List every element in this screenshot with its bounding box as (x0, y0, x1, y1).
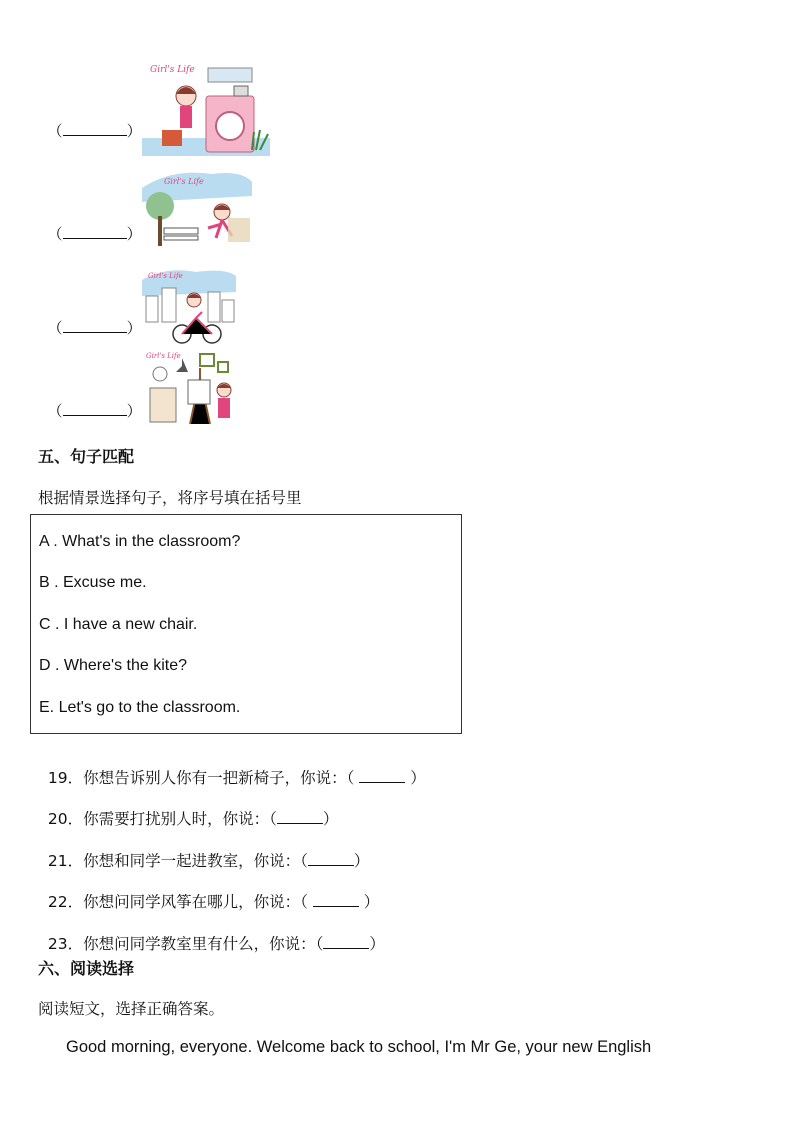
options-box (30, 514, 462, 734)
answer-blank-23[interactable] (323, 938, 369, 949)
question-22: 22．你想问同学风筝在哪儿，你说：（ ） (47, 893, 380, 911)
close-paren: ） (126, 122, 142, 140)
reading-passage: Good morning, everyone. Welcome back to school, I'm Mr Ge, your new English (66, 1038, 652, 1056)
option-a: A . What's in the classroom? (39, 533, 241, 550)
section-5-instruction: 根据情景选择句子，将序号填在括号里 (38, 489, 302, 507)
answer-blank-2[interactable] (38, 205, 142, 244)
answer-blank-20[interactable] (277, 813, 323, 824)
cycling-picture (142, 266, 238, 346)
open-paren: （ (47, 319, 63, 337)
option-b: B . Excuse me. (39, 574, 147, 591)
answer-blank-3[interactable] (38, 299, 142, 338)
open-paren: （ (47, 122, 63, 140)
girls-life-logo: Girl's Life (150, 65, 195, 75)
open-paren: （ (47, 402, 63, 420)
close-paren: ） (126, 225, 142, 243)
question-20: 20．你需要打扰别人时，你说：（ ） (47, 810, 339, 828)
close-paren: ） (126, 402, 142, 420)
girls-life-logo: Girl's Life (164, 177, 204, 186)
answer-blank-22[interactable] (313, 896, 359, 907)
question-21: 21．你想和同学一起进教室，你说：（ ） (47, 852, 370, 870)
question-23: 23．你想问同学教室里有什么，你说：（ ） (47, 935, 385, 953)
park-running-picture (142, 166, 256, 254)
option-d: D . Where's the kite? (39, 657, 187, 674)
section-6-instruction: 阅读短文，选择正确答案。 (38, 1000, 225, 1018)
option-c: C . I have a new chair. (39, 616, 198, 633)
section-heading-6: 六、阅读选择 (38, 959, 135, 978)
answer-blank-19[interactable] (359, 772, 405, 783)
answer-blank-1[interactable] (38, 102, 142, 141)
question-19: 19．你想告诉别人你有一把新椅子，你说：（ ） (47, 769, 426, 787)
girls-life-logo: Girl's Life (148, 272, 183, 280)
section-heading-5: 五、句子匹配 (38, 447, 135, 466)
painting-picture (142, 348, 248, 430)
option-e: E. Let's go to the classroom. (39, 699, 241, 716)
answer-blank-21[interactable] (308, 855, 354, 866)
laundry-picture (142, 60, 272, 160)
girls-life-logo: Girl's Life (146, 352, 181, 360)
close-paren: ） (126, 319, 142, 337)
open-paren: （ (47, 225, 63, 243)
answer-blank-4[interactable] (38, 382, 142, 421)
